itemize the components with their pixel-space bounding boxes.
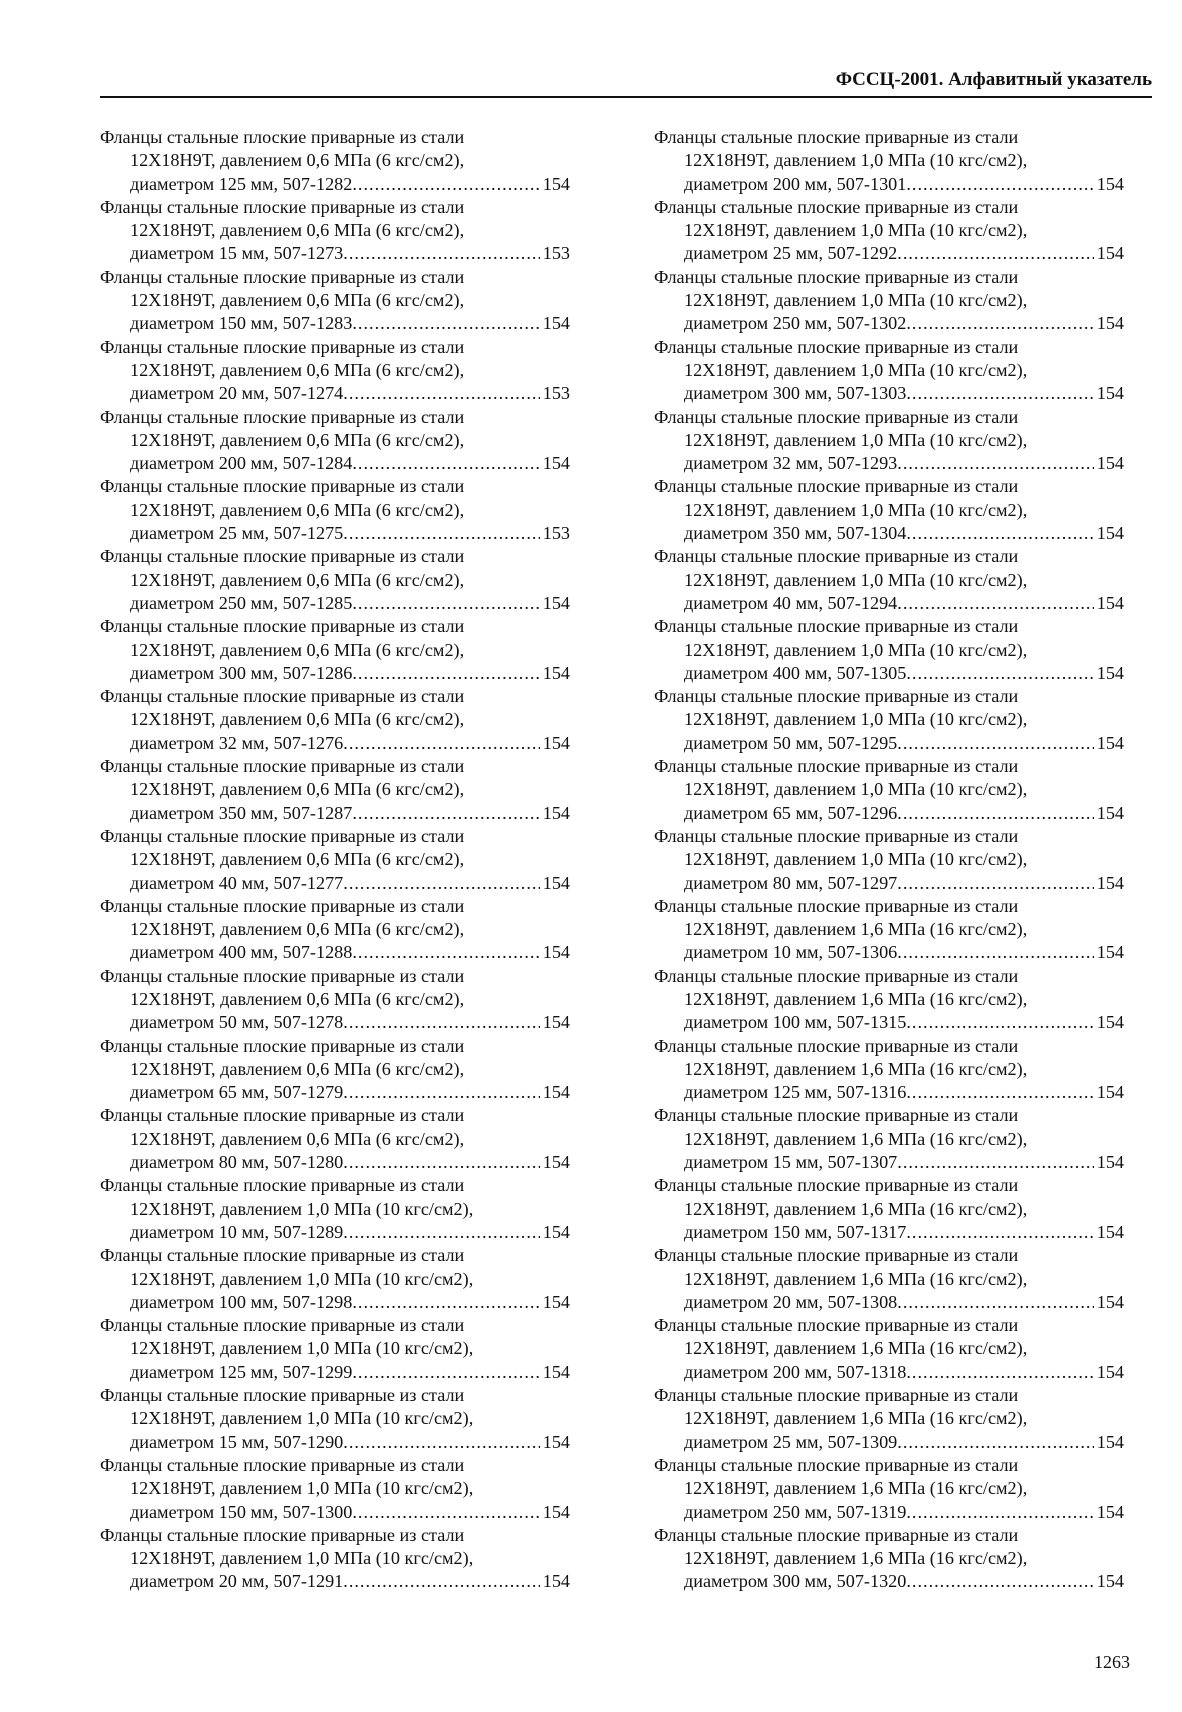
entry-detail-line	[654, 1501, 1124, 1524]
entry-title: Фланцы стальные плоские приварные из стали	[654, 1105, 1019, 1126]
index-entry	[654, 1524, 1124, 1594]
entry-detail: диаметром 20 мм, 507-1308	[684, 1291, 898, 1312]
entry-page: 154	[1096, 1291, 1124, 1312]
entry-detail-line	[654, 452, 1124, 475]
index-column-left	[100, 126, 570, 1594]
index-entry	[100, 266, 570, 336]
entry-detail-line	[100, 173, 570, 196]
entry-material: 12Х18Н9Т, давлением 1,0 МПа (10 кгс/см2),	[684, 359, 1028, 380]
entry-detail-line	[654, 1081, 1124, 1104]
entry-detail-line	[100, 941, 570, 964]
entry-title: Фланцы стальные плоские приварные из стали	[654, 1175, 1019, 1196]
entry-title: Фланцы стальные плоские приварные из стали	[654, 1315, 1019, 1336]
index-entry	[654, 266, 1124, 336]
entry-detail: диаметром 200 мм, 507-1318	[684, 1361, 907, 1382]
index-entry	[100, 475, 570, 545]
index-entry	[100, 1244, 570, 1314]
entry-detail-line	[100, 872, 570, 895]
entry-title: Фланцы стальные плоские приварные из стали	[100, 616, 465, 637]
entry-detail-line	[100, 1011, 570, 1034]
dot-leader	[906, 522, 1093, 545]
index-entry	[654, 895, 1124, 965]
entry-material: 12Х18Н9Т, давлением 1,6 МПа (16 кгс/см2),	[684, 1338, 1028, 1359]
index-entry	[100, 895, 570, 965]
entry-detail: диаметром 200 мм, 507-1301	[684, 173, 907, 194]
dot-leader	[343, 732, 539, 755]
index-entry	[100, 1035, 570, 1105]
entry-detail-line	[654, 592, 1124, 615]
dot-leader	[343, 872, 539, 895]
entry-detail: диаметром 150 мм, 507-1317	[684, 1221, 907, 1242]
entry-material: 12Х18Н9Т, давлением 0,6 МПа (6 кгс/см2),	[130, 499, 465, 520]
dot-leader	[906, 1501, 1093, 1524]
entry-page: 154	[542, 1291, 570, 1312]
entry-page: 154	[1096, 1152, 1124, 1173]
entry-detail: диаметром 50 мм, 507-1278	[130, 1012, 344, 1033]
entry-detail: диаметром 40 мм, 507-1294	[684, 592, 898, 613]
entry-material: 12Х18Н9Т, давлением 1,0 МПа (10 кгс/см2),	[130, 1338, 474, 1359]
entry-detail: диаметром 20 мм, 507-1291	[130, 1571, 344, 1592]
entry-title: Фланцы стальные плоские приварные из стали	[100, 336, 465, 357]
index-entry	[654, 1384, 1124, 1454]
entry-page: 154	[1096, 1501, 1124, 1522]
index-entry	[654, 825, 1124, 895]
entry-detail: диаметром 40 мм, 507-1277	[130, 872, 344, 893]
entry-material: 12Х18Н9Т, давлением 1,0 МПа (10 кгс/см2),	[130, 1478, 474, 1499]
dot-leader	[352, 592, 539, 615]
entry-material: 12Х18Н9Т, давлением 0,6 МПа (6 кгс/см2),	[130, 709, 465, 730]
entry-title: Фланцы стальные плоские приварные из стали	[100, 127, 465, 147]
entry-title: Фланцы стальные плоские приварные из стали	[100, 1245, 465, 1266]
entry-detail: диаметром 15 мм, 507-1307	[684, 1152, 898, 1173]
entry-title: Фланцы стальные плоские приварные из стали	[100, 476, 465, 497]
dot-leader	[906, 1081, 1093, 1104]
entry-page: 154	[542, 732, 570, 753]
entry-page: 154	[542, 313, 570, 334]
entry-page: 154	[542, 173, 570, 194]
dot-leader	[897, 732, 1093, 755]
entry-page: 154	[542, 1012, 570, 1033]
entry-page: 154	[1096, 1082, 1124, 1103]
entry-detail-line	[100, 312, 570, 335]
entry-title: Фланцы стальные плоские приварные из стали	[100, 1105, 465, 1126]
entry-material: 12Х18Н9Т, давлением 1,0 МПа (10 кгс/см2),	[684, 779, 1028, 800]
entry-material: 12Х18Н9Т, давлением 1,0 МПа (10 кгс/см2),	[684, 639, 1028, 660]
dot-leader	[897, 872, 1093, 895]
entry-title: Фланцы стальные плоские приварные из стали	[654, 127, 1019, 147]
entry-title: Фланцы стальные плоские приварные из стали	[654, 406, 1019, 427]
entry-detail: диаметром 15 мм, 507-1273	[130, 243, 344, 264]
entry-detail-line	[654, 1361, 1124, 1384]
entry-title: Фланцы стальные плоские приварные из стали	[654, 965, 1019, 986]
entry-page: 154	[1096, 592, 1124, 613]
entry-detail: диаметром 50 мм, 507-1295	[684, 732, 898, 753]
entry-material: 12Х18Н9Т, давлением 1,0 МПа (10 кгс/см2),	[130, 1268, 474, 1289]
entry-detail-line	[100, 1431, 570, 1454]
entry-page: 154	[542, 1571, 570, 1592]
dot-leader	[343, 1081, 539, 1104]
page-number: 1263	[1094, 1652, 1130, 1672]
index-entry	[654, 1314, 1124, 1384]
index-entry	[654, 196, 1124, 266]
entry-detail: диаметром 125 мм, 507-1316	[684, 1082, 907, 1103]
index-entry	[100, 755, 570, 825]
entry-detail: диаметром 400 мм, 507-1288	[130, 942, 353, 963]
dot-leader	[906, 382, 1093, 405]
entry-detail: диаметром 125 мм, 507-1299	[130, 1361, 353, 1382]
entry-detail-line	[654, 173, 1124, 196]
index-entry	[100, 545, 570, 615]
entry-title: Фланцы стальные плоские приварные из стали	[100, 756, 465, 777]
entry-page: 154	[542, 1082, 570, 1103]
dot-leader	[352, 941, 539, 964]
entry-material: 12Х18Н9Т, давлением 0,6 МПа (6 кгс/см2),	[130, 639, 465, 660]
entry-material: 12Х18Н9Т, давлением 1,6 МПа (16 кгс/см2),	[684, 988, 1028, 1009]
dot-leader	[343, 1011, 539, 1034]
entry-material: 12Х18Н9Т, давлением 1,0 МПа (10 кгс/см2),	[684, 499, 1028, 520]
entry-page: 154	[1096, 1431, 1124, 1452]
index-entry	[100, 336, 570, 406]
dot-leader	[343, 242, 539, 265]
entry-detail-line	[100, 732, 570, 755]
entry-page: 154	[1096, 802, 1124, 823]
index-column-right	[654, 126, 1124, 1594]
entry-detail-line	[654, 1221, 1124, 1244]
index-entry	[100, 1454, 570, 1524]
entry-detail-line	[100, 1501, 570, 1524]
entry-detail: диаметром 32 мм, 507-1276	[130, 732, 344, 753]
entry-page: 154	[542, 1221, 570, 1242]
entry-detail-line	[100, 452, 570, 475]
entry-material: 12Х18Н9Т, давлением 1,6 МПа (16 кгс/см2),	[684, 1058, 1028, 1079]
entry-title: Фланцы стальные плоские приварные из стали	[100, 266, 465, 287]
entry-page: 154	[1096, 1221, 1124, 1242]
entry-detail: диаметром 400 мм, 507-1305	[684, 662, 907, 683]
entry-page: 153	[542, 383, 570, 404]
entry-title: Фланцы стальные плоские приварные из стали	[654, 825, 1019, 846]
dot-leader	[906, 1221, 1093, 1244]
dot-leader	[352, 312, 539, 335]
entry-material: 12Х18Н9Т, давлением 1,0 МПа (10 кгс/см2),	[130, 1198, 474, 1219]
index-entry	[654, 1035, 1124, 1105]
entry-material: 12Х18Н9Т, давлением 1,6 МПа (16 кгс/см2),	[684, 919, 1028, 940]
dot-leader	[897, 941, 1093, 964]
dot-leader	[343, 1431, 539, 1454]
dot-leader	[906, 173, 1093, 196]
entry-detail: диаметром 65 мм, 507-1279	[130, 1082, 344, 1103]
entry-detail: диаметром 125 мм, 507-1282	[130, 173, 353, 194]
dot-leader	[343, 382, 539, 405]
entry-page: 154	[542, 1431, 570, 1452]
index-entry	[100, 825, 570, 895]
entry-detail: диаметром 20 мм, 507-1274	[130, 383, 344, 404]
entry-material: 12Х18Н9Т, давлением 1,6 МПа (16 кгс/см2),	[684, 1478, 1028, 1499]
entry-material: 12Х18Н9Т, давлением 1,6 МПа (16 кгс/см2),	[684, 1128, 1028, 1149]
dot-leader	[897, 1431, 1093, 1454]
dot-leader	[352, 173, 539, 196]
entry-detail-line	[654, 522, 1124, 545]
entry-detail-line	[654, 662, 1124, 685]
entry-material: 12Х18Н9Т, давлением 1,0 МПа (10 кгс/см2),	[684, 220, 1028, 241]
running-header	[100, 66, 1152, 98]
entry-page: 154	[1096, 732, 1124, 753]
entry-title: Фланцы стальные плоские приварные из стали	[654, 1245, 1019, 1266]
entry-detail: диаметром 150 мм, 507-1283	[130, 313, 353, 334]
dot-leader	[343, 1570, 539, 1593]
entry-detail-line	[100, 1151, 570, 1174]
entry-material: 12Х18Н9Т, давлением 1,6 МПа (16 кгс/см2),	[684, 1268, 1028, 1289]
entry-detail-line	[100, 522, 570, 545]
entry-title: Фланцы стальные плоские приварные из стали	[100, 1175, 465, 1196]
dot-leader	[343, 1221, 539, 1244]
entry-title: Фланцы стальные плоские приварные из стали	[654, 616, 1019, 637]
index-entry	[100, 406, 570, 476]
entry-page: 154	[1096, 872, 1124, 893]
entry-detail-line	[654, 802, 1124, 825]
entry-detail-line	[100, 242, 570, 265]
entry-material: 12Х18Н9Т, давлением 0,6 МПа (6 кгс/см2),	[130, 919, 465, 940]
index-entry	[654, 406, 1124, 476]
entry-detail: диаметром 300 мм, 507-1303	[684, 383, 907, 404]
entry-material: 12Х18Н9Т, давлением 0,6 МПа (6 кгс/см2),	[130, 359, 465, 380]
entry-detail: диаметром 10 мм, 507-1306	[684, 942, 898, 963]
entry-title: Фланцы стальные плоские приварные из стали	[654, 336, 1019, 357]
entry-page: 154	[1096, 662, 1124, 683]
index-entry	[100, 615, 570, 685]
entry-page: 153	[542, 523, 570, 544]
entry-title: Фланцы стальные плоские приварные из стали	[654, 1524, 1019, 1545]
entry-material: 12Х18Н9Т, давлением 1,6 МПа (16 кгс/см2),	[684, 1408, 1028, 1429]
entry-material: 12Х18Н9Т, давлением 0,6 МПа (6 кгс/см2),	[130, 1128, 465, 1149]
entry-detail: диаметром 350 мм, 507-1287	[130, 802, 353, 823]
dot-leader	[343, 522, 539, 545]
dot-leader	[352, 452, 539, 475]
entry-detail-line	[654, 941, 1124, 964]
index-entry	[100, 1314, 570, 1384]
entry-title: Фланцы стальные плоские приварные из стали	[654, 476, 1019, 497]
entry-title: Фланцы стальные плоские приварные из стали	[654, 266, 1019, 287]
entry-detail-line	[654, 382, 1124, 405]
entry-detail-line	[100, 662, 570, 685]
entry-material: 12Х18Н9Т, давлением 0,6 МПа (6 кгс/см2),	[130, 1058, 465, 1079]
entry-title: Фланцы стальные плоские приварные из стали	[100, 825, 465, 846]
dot-leader	[352, 1361, 539, 1384]
entry-title: Фланцы стальные плоские приварные из стали	[100, 686, 465, 707]
entry-detail: диаметром 80 мм, 507-1297	[684, 872, 898, 893]
entry-material: 12Х18Н9Т, давлением 0,6 МПа (6 кгс/см2),	[130, 429, 465, 450]
entry-page: 154	[1096, 173, 1124, 194]
index-entry	[654, 755, 1124, 825]
entry-page: 154	[542, 662, 570, 683]
entry-page: 154	[1096, 383, 1124, 404]
entry-material: 12Х18Н9Т, давлением 0,6 МПа (6 кгс/см2),	[130, 569, 465, 590]
entry-detail-line	[100, 1361, 570, 1384]
dot-leader	[352, 802, 539, 825]
entry-material: 12Х18Н9Т, давлением 1,0 МПа (10 кгс/см2),	[130, 1548, 474, 1569]
entry-material: 12Х18Н9Т, давлением 1,0 МПа (10 кгс/см2),	[684, 150, 1028, 171]
entry-title: Фланцы стальные плоские приварные из стали	[100, 406, 465, 427]
header-title: ФССЦ-2001. Алфавитный указатель	[835, 69, 1152, 90]
entry-detail: диаметром 250 мм, 507-1285	[130, 592, 353, 613]
entry-detail: диаметром 32 мм, 507-1293	[684, 453, 898, 474]
entry-detail-line	[654, 872, 1124, 895]
entry-title: Фланцы стальные плоские приварные из стали	[654, 196, 1019, 217]
index-entry	[654, 685, 1124, 755]
entry-page: 154	[542, 942, 570, 963]
index-entry	[100, 1174, 570, 1244]
dot-leader	[897, 242, 1093, 265]
entry-detail: диаметром 80 мм, 507-1280	[130, 1152, 344, 1173]
entry-material: 12Х18Н9Т, давлением 0,6 МПа (6 кгс/см2),	[130, 779, 465, 800]
entry-page: 154	[1096, 1361, 1124, 1382]
dot-leader	[897, 452, 1093, 475]
entry-detail: диаметром 250 мм, 507-1319	[684, 1501, 907, 1522]
index-entry	[654, 1454, 1124, 1524]
entry-detail: диаметром 250 мм, 507-1302	[684, 313, 907, 334]
entry-detail-line	[654, 1570, 1124, 1593]
entry-detail-line	[654, 732, 1124, 755]
index-entry	[100, 1104, 570, 1174]
entry-detail: диаметром 150 мм, 507-1300	[130, 1501, 353, 1522]
entry-title: Фланцы стальные плоские приварные из стали	[654, 546, 1019, 567]
entry-material: 12Х18Н9Т, давлением 1,0 МПа (10 кгс/см2),	[684, 290, 1028, 311]
dot-leader	[343, 1151, 539, 1174]
entry-detail: диаметром 100 мм, 507-1315	[684, 1012, 907, 1033]
entry-detail: диаметром 15 мм, 507-1290	[130, 1431, 344, 1452]
index-entry	[654, 126, 1124, 196]
index-entry	[100, 685, 570, 755]
dot-leader	[897, 1151, 1093, 1174]
entry-material: 12Х18Н9Т, давлением 1,0 МПа (10 кгс/см2),	[130, 1408, 474, 1429]
entry-page: 154	[542, 1152, 570, 1173]
entry-detail: диаметром 65 мм, 507-1296	[684, 802, 898, 823]
entry-title: Фланцы стальные плоские приварные из стали	[654, 895, 1019, 916]
entry-page: 154	[1096, 1012, 1124, 1033]
index-entry	[654, 545, 1124, 615]
index-entry	[654, 336, 1124, 406]
index-entry	[100, 1524, 570, 1594]
entry-page: 154	[1096, 453, 1124, 474]
entry-title: Фланцы стальные плоские приварные из стали	[100, 546, 465, 567]
entry-page: 154	[542, 872, 570, 893]
entry-detail-line	[100, 1570, 570, 1593]
entry-material: 12Х18Н9Т, давлением 1,0 МПа (10 кгс/см2),	[684, 709, 1028, 730]
entry-detail-line	[654, 242, 1124, 265]
dot-leader	[906, 312, 1093, 335]
entry-detail-line	[654, 1011, 1124, 1034]
index-entry	[100, 126, 570, 196]
entry-material: 12Х18Н9Т, давлением 0,6 МПа (6 кгс/см2),	[130, 290, 465, 311]
entry-page: 154	[1096, 1571, 1124, 1592]
entry-page: 154	[542, 453, 570, 474]
index-entry	[654, 615, 1124, 685]
entry-material: 12Х18Н9Т, давлением 1,6 МПа (16 кгс/см2),	[684, 1548, 1028, 1569]
entry-title: Фланцы стальные плоские приварные из стали	[654, 1385, 1019, 1406]
entry-page: 154	[1096, 313, 1124, 334]
entry-title: Фланцы стальные плоские приварные из стали	[654, 686, 1019, 707]
entry-material: 12Х18Н9Т, давлением 0,6 МПа (6 кгс/см2),	[130, 988, 465, 1009]
dot-leader	[897, 1291, 1093, 1314]
entry-detail-line	[100, 382, 570, 405]
entry-detail: диаметром 100 мм, 507-1298	[130, 1291, 353, 1312]
entry-page: 154	[542, 592, 570, 613]
entry-title: Фланцы стальные плоские приварные из стали	[100, 1454, 465, 1475]
entry-page: 154	[1096, 942, 1124, 963]
entry-title: Фланцы стальные плоские приварные из стали	[654, 1454, 1019, 1475]
index-entry	[654, 1104, 1124, 1174]
entry-title: Фланцы стальные плоские приварные из стали	[654, 756, 1019, 777]
entry-page: 153	[542, 243, 570, 264]
entry-title: Фланцы стальные плоские приварные из стали	[100, 965, 465, 986]
entry-page: 154	[542, 1361, 570, 1382]
entry-detail-line	[654, 312, 1124, 335]
entry-material: 12Х18Н9Т, давлением 0,6 МПа (6 кгс/см2),	[130, 150, 465, 171]
dot-leader	[897, 592, 1093, 615]
entry-detail-line	[654, 1151, 1124, 1174]
entry-detail: диаметром 200 мм, 507-1284	[130, 453, 353, 474]
entry-detail: диаметром 25 мм, 507-1309	[684, 1431, 898, 1452]
entry-detail-line	[100, 802, 570, 825]
index-entry	[654, 1174, 1124, 1244]
entry-title: Фланцы стальные плоские приварные из стали	[100, 1315, 465, 1336]
entry-material: 12Х18Н9Т, давлением 0,6 МПа (6 кгс/см2),	[130, 220, 465, 241]
index-entry	[100, 196, 570, 266]
entry-page: 154	[1096, 523, 1124, 544]
entry-detail: диаметром 300 мм, 507-1320	[684, 1571, 907, 1592]
entry-title: Фланцы стальные плоские приварные из стали	[100, 1035, 465, 1056]
entry-detail: диаметром 25 мм, 507-1275	[130, 523, 344, 544]
entry-page: 154	[542, 1501, 570, 1522]
index-entry	[654, 1244, 1124, 1314]
entry-title: Фланцы стальные плоские приварные из стали	[100, 196, 465, 217]
entry-material: 12Х18Н9Т, давлением 1,0 МПа (10 кгс/см2),	[684, 429, 1028, 450]
entry-material: 12Х18Н9Т, давлением 1,6 МПа (16 кгс/см2),	[684, 1198, 1028, 1219]
entry-detail: диаметром 350 мм, 507-1304	[684, 523, 907, 544]
dot-leader	[906, 1361, 1093, 1384]
entry-material: 12Х18Н9Т, давлением 0,6 МПа (6 кгс/см2),	[130, 849, 465, 870]
index-entry	[654, 965, 1124, 1035]
entry-title: Фланцы стальные плоские приварные из стали	[100, 1524, 465, 1545]
entry-detail-line	[100, 1221, 570, 1244]
entry-detail-line	[100, 1081, 570, 1104]
entry-material: 12Х18Н9Т, давлением 1,0 МПа (10 кгс/см2),	[684, 849, 1028, 870]
dot-leader	[897, 802, 1093, 825]
entry-material: 12Х18Н9Т, давлением 1,0 МПа (10 кгс/см2),	[684, 569, 1028, 590]
entry-page: 154	[1096, 243, 1124, 264]
entry-detail: диаметром 300 мм, 507-1286	[130, 662, 353, 683]
dot-leader	[906, 662, 1093, 685]
entry-title: Фланцы стальные плоские приварные из стали	[100, 1385, 465, 1406]
entry-page: 154	[542, 802, 570, 823]
index-entry	[654, 475, 1124, 545]
dot-leader	[906, 1570, 1093, 1593]
entry-detail: диаметром 10 мм, 507-1289	[130, 1221, 344, 1242]
index-entry	[100, 1384, 570, 1454]
entry-title: Фланцы стальные плоские приварные из стали	[654, 1035, 1019, 1056]
dot-leader	[352, 662, 539, 685]
entry-detail-line	[100, 1291, 570, 1314]
entry-detail-line	[100, 592, 570, 615]
entry-title: Фланцы стальные плоские приварные из стали	[100, 895, 465, 916]
entry-detail-line	[654, 1431, 1124, 1454]
index-entry	[100, 965, 570, 1035]
entry-detail: диаметром 25 мм, 507-1292	[684, 243, 898, 264]
dot-leader	[906, 1011, 1093, 1034]
dot-leader	[352, 1501, 539, 1524]
dot-leader	[352, 1291, 539, 1314]
entry-detail-line	[654, 1291, 1124, 1314]
